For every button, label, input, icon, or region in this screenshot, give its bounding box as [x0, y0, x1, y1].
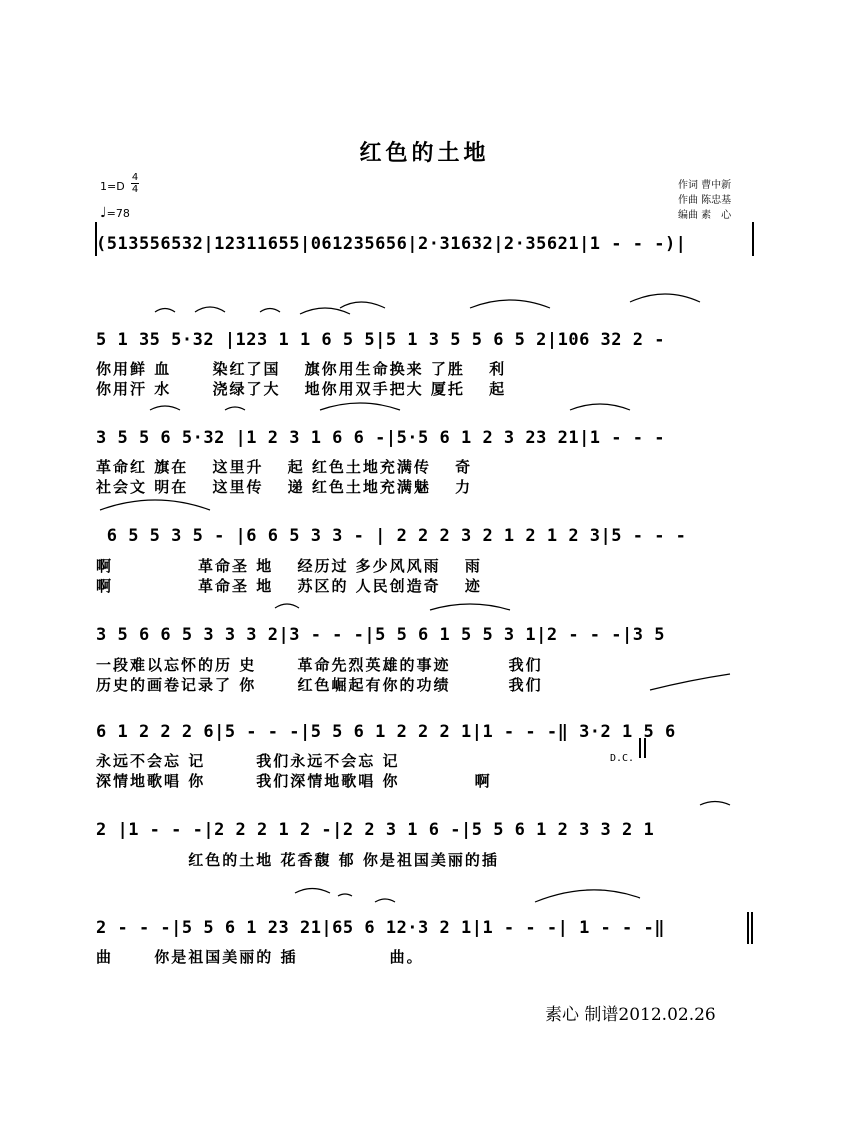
lyricist: 作词 曹中新 [678, 180, 732, 191]
arranger: 编曲 素 心 [678, 210, 732, 221]
notes-row-4: 3 5 6 6 5 3 3 3 2|3 - - -|5 5 6 1 5 5 3 1|2 - - -|3 5 [96, 625, 665, 645]
time-signature-top: 4 [131, 172, 139, 183]
lyrics-row-6-verse-1: 红色的土地 花香馥 郁 你是祖国美丽的插 [96, 851, 499, 869]
notes-row-5: 6 1 2 2 2 6|5 - - -|5 5 6 1 2 2 2 1|1 - - -‖ 3·2 1 5 6 [96, 722, 676, 742]
footer-signature: 素心 制谱2012.02.26 [545, 1005, 716, 1025]
tempo-mark [100, 205, 130, 221]
notes-row-7: 2 - - -|5 5 6 1 23 21|65 6 12·3 2 1|1 - - -| 1 - - -‖ [96, 918, 665, 938]
lyrics-row-1-verse-2: 你用汗 水 浇绿了大 地你用双手把大 厦托 起 [96, 380, 507, 398]
notes-row-6: 2 |1 - - -|2 2 2 1 2 -|2 2 3 1 6 -|5 5 6 1 2 3 3 2 1 [96, 820, 655, 840]
lyrics-row-3-verse-1: 啊 革命圣 地 经历过 多少风风雨 雨 [96, 557, 482, 575]
notes-row-1: 5 1 35 5·32 |123 1 1 6 5 5|5 1 3 5 5 6 5 2|106 32 2 - [96, 330, 665, 350]
key-signature [100, 180, 125, 193]
tempo-value: =78 [106, 207, 130, 220]
song-title: 红色的土地 [359, 141, 490, 166]
notes-row-3: 6 5 5 3 5 - |6 6 5 3 3 - | 2 2 2 3 2 1 2 1 2 3|5 - - - [96, 526, 687, 546]
lyrics-row-4-verse-2: 历史的画卷记录了 你 红色崛起有你的功绩 我们 [96, 676, 543, 694]
quarter-note-icon: ♩ [100, 205, 107, 221]
lyrics-row-1-verse-1: 你用鲜 血 染红了国 旗你用生命换来 了胜 利 [96, 360, 507, 378]
time-signature-bottom: 4 [131, 184, 139, 195]
notes-row-2: 3 5 5 6 5·32 |1 2 3 1 6 6 -|5·5 6 1 2 3 23 21|1 - - - [96, 428, 665, 448]
notes-row-0: (513556532|12311655|061235656|2·31632|2·35621|1 - - -)| [96, 234, 687, 254]
dc-mark: D.C. [610, 753, 635, 764]
lyrics-row-4-verse-1: 一段难以忘怀的历 史 革命先烈英雄的事迹 我们 [96, 656, 543, 674]
lyrics-row-5-verse-1: 永远不会忘 记 我们永远不会忘 记 [96, 752, 400, 770]
credits [678, 178, 731, 223]
lyrics-row-3-verse-2: 啊 革命圣 地 苏区的 人民创造奇 迹 [96, 577, 482, 595]
composer: 作曲 陈忠基 [678, 195, 732, 206]
lyrics-row-5-verse-2: 深情地歌唱 你 我们深情地歌唱 你 啊 [96, 772, 492, 790]
lyrics-row-7-verse-1: 曲 你是祖国美丽的 插 曲。 [96, 948, 424, 966]
lyrics-row-2-verse-2: 社会文 明在 这里传 递 红色土地充满魅 力 [96, 478, 473, 496]
key-label: 1=D [100, 180, 125, 193]
lyrics-row-2-verse-1: 革命红 旗在 这里升 起 红色土地充满传 奇 [96, 458, 473, 476]
time-signature [131, 172, 139, 195]
